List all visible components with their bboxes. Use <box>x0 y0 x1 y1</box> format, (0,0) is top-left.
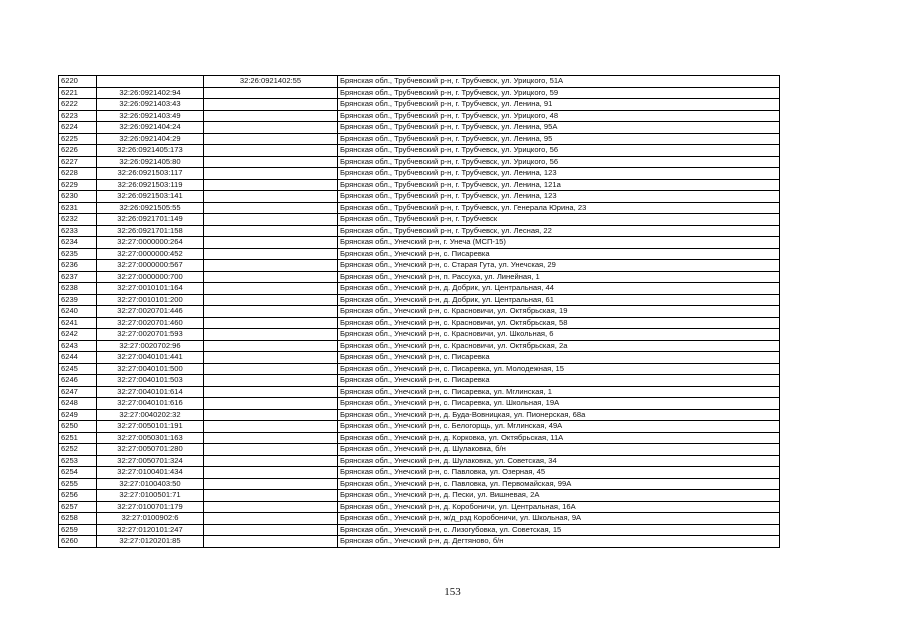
cadastral-number-alt-cell <box>204 225 338 237</box>
address-cell: Брянская обл., Унечский р-н, д. Буда-Вовницкая, ул. Пионерская, 68а <box>338 409 780 421</box>
cadastral-number-alt-cell <box>204 122 338 134</box>
cadastral-number-cell: 32:27:0050101:191 <box>97 421 204 433</box>
cadastral-number-alt-cell <box>204 271 338 283</box>
row-number-cell: 6259 <box>59 524 97 536</box>
row-number-cell: 6254 <box>59 467 97 479</box>
address-cell: Брянская обл., Трубчевский р-н, г. Трубчевск, ул. Урицкого, 56 <box>338 145 780 157</box>
table-row <box>59 271 780 283</box>
cadastral-number-cell: 32:26:0921403:43 <box>97 99 204 111</box>
row-number-cell: 6220 <box>59 76 97 88</box>
row-number-cell: 6237 <box>59 271 97 283</box>
address-cell: Брянская обл., Трубчевский р-н, г. Трубчевск, ул. Лесная, 22 <box>338 225 780 237</box>
cadastral-number-alt-cell <box>204 398 338 410</box>
address-cell: Брянская обл., Унечский р-н, с. Красновичи, ул. Октябрьская, 2а <box>338 340 780 352</box>
cadastral-number-cell: 32:27:0040101:441 <box>97 352 204 364</box>
cadastral-number-cell: 32:27:0100701:179 <box>97 501 204 513</box>
cadastral-number-cell: 32:27:0100902:6 <box>97 513 204 525</box>
table-row <box>59 225 780 237</box>
row-number-cell: 6240 <box>59 306 97 318</box>
cadastral-number-cell: 32:26:0921505:55 <box>97 202 204 214</box>
address-cell: Брянская обл., Унечский р-н, с. Писаревка, ул. Молодежная, 15 <box>338 363 780 375</box>
cadastral-number-cell <box>97 76 204 88</box>
address-cell: Брянская обл., Унечский р-н, д. Дегтяново, б/н <box>338 536 780 548</box>
address-cell: Брянская обл., Трубчевский р-н, г. Трубчевск <box>338 214 780 226</box>
address-cell: Брянская обл., Унечский р-н, с. Красновичи, ул. Школьная, 6 <box>338 329 780 341</box>
table-row <box>59 317 780 329</box>
address-cell: Брянская обл., Трубчевский р-н, г. Трубчевск, ул. Ленина, 123 <box>338 191 780 203</box>
cadastral-number-cell: 32:26:0921701:158 <box>97 225 204 237</box>
address-cell: Брянская обл., Трубчевский р-н, г. Трубчевск, ул. Урицкого, 48 <box>338 110 780 122</box>
row-number-cell: 6239 <box>59 294 97 306</box>
row-number-cell: 6257 <box>59 501 97 513</box>
table-row <box>59 352 780 364</box>
cadastral-number-alt-cell: 32:26:0921402:55 <box>204 76 338 88</box>
cadastral-number-alt-cell <box>204 375 338 387</box>
row-number-cell: 6233 <box>59 225 97 237</box>
cadastral-number-cell: 32:27:0020701:446 <box>97 306 204 318</box>
table-row <box>59 87 780 99</box>
table-row <box>59 536 780 548</box>
cadastral-number-cell: 32:27:0040101:500 <box>97 363 204 375</box>
address-cell: Брянская обл., Трубчевский р-н, г. Трубчевск, ул. Ленина, 91 <box>338 99 780 111</box>
row-number-cell: 6248 <box>59 398 97 410</box>
table-row <box>59 329 780 341</box>
cadastral-number-alt-cell <box>204 455 338 467</box>
address-cell: Брянская обл., Трубчевский р-н, г. Трубчевск, ул. Урицкого, 51А <box>338 76 780 88</box>
cadastral-number-cell: 32:26:0921404:29 <box>97 133 204 145</box>
cadastral-number-alt-cell <box>204 363 338 375</box>
row-number-cell: 6234 <box>59 237 97 249</box>
table-row <box>59 294 780 306</box>
row-number-cell: 6241 <box>59 317 97 329</box>
address-cell: Брянская обл., Унечский р-н, д. Пески, ул. Вишневая, 2А <box>338 490 780 502</box>
cadastral-number-cell: 32:26:0921503:119 <box>97 179 204 191</box>
table-row <box>59 145 780 157</box>
address-cell: Брянская обл., Трубчевский р-н, г. Трубчевск, ул. Ленина, 95А <box>338 122 780 134</box>
row-number-cell: 6250 <box>59 421 97 433</box>
row-number-cell: 6226 <box>59 145 97 157</box>
row-number-cell: 6221 <box>59 87 97 99</box>
cadastral-number-alt-cell <box>204 444 338 456</box>
cadastral-number-alt-cell <box>204 156 338 168</box>
cadastral-number-alt-cell <box>204 536 338 548</box>
cadastral-number-alt-cell <box>204 87 338 99</box>
address-cell: Брянская обл., Трубчевский р-н, г. Трубчевск, ул. Урицкого, 56 <box>338 156 780 168</box>
row-number-cell: 6255 <box>59 478 97 490</box>
cadastral-number-cell: 32:26:0921701:149 <box>97 214 204 226</box>
cadastral-number-cell: 32:26:0921405:173 <box>97 145 204 157</box>
row-number-cell: 6253 <box>59 455 97 467</box>
address-cell: Брянская обл., Унечский р-н, с. Павловка, ул. Первомайская, 99А <box>338 478 780 490</box>
row-number-cell: 6236 <box>59 260 97 272</box>
cadastral-number-cell: 32:26:0921503:141 <box>97 191 204 203</box>
cadastral-number-alt-cell <box>204 283 338 295</box>
cadastral-number-alt-cell <box>204 386 338 398</box>
cadastral-number-alt-cell <box>204 168 338 180</box>
address-cell: Брянская обл., Трубчевский р-н, г. Трубчевск, ул. Ленина, 95 <box>338 133 780 145</box>
cadastral-number-alt-cell <box>204 191 338 203</box>
address-cell: Брянская обл., Унечский р-н, с. Писаревка <box>338 352 780 364</box>
cadastral-number-cell: 32:27:0000000:264 <box>97 237 204 249</box>
table-row <box>59 179 780 191</box>
address-cell: Брянская обл., Трубчевский р-н, г. Трубчевск, ул. Ленина, 121а <box>338 179 780 191</box>
cadastral-number-cell: 32:27:0040101:503 <box>97 375 204 387</box>
address-cell: Брянская обл., Унечский р-н, д. Добрик, ул. Центральная, 44 <box>338 283 780 295</box>
cadastral-number-alt-cell <box>204 237 338 249</box>
table-row <box>59 156 780 168</box>
address-cell: Брянская обл., Унечский р-н, п. Рассуха, ул. Линейная, 1 <box>338 271 780 283</box>
row-number-cell: 6224 <box>59 122 97 134</box>
cadastral-number-alt-cell <box>204 202 338 214</box>
row-number-cell: 6251 <box>59 432 97 444</box>
table-row <box>59 191 780 203</box>
cadastral-number-alt-cell <box>204 524 338 536</box>
table-row <box>59 455 780 467</box>
row-number-cell: 6230 <box>59 191 97 203</box>
address-cell: Брянская обл., Унечский р-н, с. Белогорщь, ул. Мглинская, 49А <box>338 421 780 433</box>
row-number-cell: 6243 <box>59 340 97 352</box>
cadastral-number-cell: 32:27:0100501:71 <box>97 490 204 502</box>
cadastral-number-cell: 32:27:0050701:280 <box>97 444 204 456</box>
row-number-cell: 6232 <box>59 214 97 226</box>
table-row <box>59 260 780 272</box>
cadastral-number-alt-cell <box>204 214 338 226</box>
table-row <box>59 202 780 214</box>
cadastral-number-alt-cell <box>204 490 338 502</box>
address-cell: Брянская обл., Унечский р-н, г. Унеча (МСП-15) <box>338 237 780 249</box>
table-row <box>59 467 780 479</box>
address-cell: Брянская обл., Унечский р-н, с. Писаревка <box>338 375 780 387</box>
address-cell: Брянская обл., Унечский р-н, д. Шулаковка, ул. Советская, 34 <box>338 455 780 467</box>
cadastral-number-cell: 32:26:0921403:49 <box>97 110 204 122</box>
table-row <box>59 386 780 398</box>
table-row <box>59 409 780 421</box>
table-row <box>59 490 780 502</box>
cadastral-number-alt-cell <box>204 294 338 306</box>
address-cell: Брянская обл., Трубчевский р-н, г. Трубчевск, ул. Генерала Юрина, 23 <box>338 202 780 214</box>
table-row <box>59 524 780 536</box>
cadastral-number-cell: 32:26:0921402:94 <box>97 87 204 99</box>
row-number-cell: 6231 <box>59 202 97 214</box>
table-row <box>59 421 780 433</box>
row-number-cell: 6260 <box>59 536 97 548</box>
address-cell: Брянская обл., Унечский р-н, д. Корковка, ул. Октябрьская, 11А <box>338 432 780 444</box>
address-cell: Брянская обл., Унечский р-н, с. Лизогубовка, ул. Советская, 15 <box>338 524 780 536</box>
table-row <box>59 110 780 122</box>
table-row <box>59 168 780 180</box>
address-cell: Брянская обл., Унечский р-н, д. Шулаковка, б/н <box>338 444 780 456</box>
cadastral-number-alt-cell <box>204 145 338 157</box>
cadastral-number-alt-cell <box>204 352 338 364</box>
cadastral-number-cell: 32:27:0100403:50 <box>97 478 204 490</box>
row-number-cell: 6229 <box>59 179 97 191</box>
table-body <box>59 76 780 548</box>
cadastral-number-alt-cell <box>204 409 338 421</box>
address-cell: Брянская обл., Унечский р-н, ж/д_рзд Коробоничи, ул. Школьная, 9А <box>338 513 780 525</box>
address-cell: Брянская обл., Унечский р-н, с. Писаревка <box>338 248 780 260</box>
cadastral-number-cell: 32:26:0921503:117 <box>97 168 204 180</box>
table-row <box>59 363 780 375</box>
cadastral-number-cell: 32:27:0000000:700 <box>97 271 204 283</box>
row-number-cell: 6258 <box>59 513 97 525</box>
table-row <box>59 214 780 226</box>
row-number-cell: 6242 <box>59 329 97 341</box>
address-cell: Брянская обл., Трубчевский р-н, г. Трубчевск, ул. Ленина, 123 <box>338 168 780 180</box>
row-number-cell: 6227 <box>59 156 97 168</box>
row-number-cell: 6228 <box>59 168 97 180</box>
table-row <box>59 99 780 111</box>
table-row <box>59 306 780 318</box>
cadastral-number-cell: 32:26:0921405:80 <box>97 156 204 168</box>
row-number-cell: 6256 <box>59 490 97 502</box>
row-number-cell: 6244 <box>59 352 97 364</box>
address-cell: Брянская обл., Унечский р-н, с. Старая Гута, ул. Унечская, 29 <box>338 260 780 272</box>
address-cell: Брянская обл., Унечский р-н, с. Писаревка, ул. Мглинская, 1 <box>338 386 780 398</box>
row-number-cell: 6249 <box>59 409 97 421</box>
row-number-cell: 6222 <box>59 99 97 111</box>
cadastral-number-cell: 32:27:0020701:593 <box>97 329 204 341</box>
table-row <box>59 501 780 513</box>
table-row <box>59 432 780 444</box>
cadastral-number-cell: 32:26:0921404:24 <box>97 122 204 134</box>
cadastral-number-alt-cell <box>204 329 338 341</box>
cadastral-number-cell: 32:27:0120101:247 <box>97 524 204 536</box>
address-cell: Брянская обл., Унечский р-н, с. Красновичи, ул. Октябрьская, 19 <box>338 306 780 318</box>
cadastral-number-cell: 32:27:0020701:460 <box>97 317 204 329</box>
table-row <box>59 513 780 525</box>
cadastral-table <box>58 75 780 548</box>
cadastral-number-alt-cell <box>204 421 338 433</box>
cadastral-number-alt-cell <box>204 306 338 318</box>
row-number-cell: 6238 <box>59 283 97 295</box>
table-row <box>59 375 780 387</box>
table-row <box>59 398 780 410</box>
row-number-cell: 6235 <box>59 248 97 260</box>
cadastral-number-alt-cell <box>204 467 338 479</box>
table-row <box>59 248 780 260</box>
address-cell: Брянская обл., Унечский р-н, с. Павловка, ул. Озерная, 45 <box>338 467 780 479</box>
row-number-cell: 6247 <box>59 386 97 398</box>
table-row <box>59 283 780 295</box>
row-number-cell: 6245 <box>59 363 97 375</box>
cadastral-number-cell: 32:27:0040101:616 <box>97 398 204 410</box>
table-row <box>59 444 780 456</box>
cadastral-number-cell: 32:27:0100401:434 <box>97 467 204 479</box>
cadastral-number-alt-cell <box>204 133 338 145</box>
cadastral-number-alt-cell <box>204 513 338 525</box>
cadastral-number-alt-cell <box>204 260 338 272</box>
address-cell: Брянская обл., Унечский р-н, д. Добрик, ул. Центральная, 61 <box>338 294 780 306</box>
cadastral-number-cell: 32:27:0020702:96 <box>97 340 204 352</box>
row-number-cell: 6252 <box>59 444 97 456</box>
cadastral-number-alt-cell <box>204 501 338 513</box>
cadastral-number-alt-cell <box>204 99 338 111</box>
cadastral-number-alt-cell <box>204 110 338 122</box>
cadastral-number-cell: 32:27:0050301:163 <box>97 432 204 444</box>
table-row <box>59 133 780 145</box>
table-row <box>59 237 780 249</box>
cadastral-number-alt-cell <box>204 179 338 191</box>
row-number-cell: 6223 <box>59 110 97 122</box>
cadastral-number-cell: 32:27:0040101:614 <box>97 386 204 398</box>
cadastral-number-alt-cell <box>204 478 338 490</box>
cadastral-number-cell: 32:27:0000000:567 <box>97 260 204 272</box>
address-cell: Брянская обл., Трубчевский р-н, г. Трубчевск, ул. Урицкого, 59 <box>338 87 780 99</box>
cadastral-number-cell: 32:27:0040202:32 <box>97 409 204 421</box>
address-cell: Брянская обл., Унечский р-н, с. Красновичи, ул. Октябрьская, 58 <box>338 317 780 329</box>
address-cell: Брянская обл., Унечский р-н, д. Коробоничи, ул. Центральная, 16А <box>338 501 780 513</box>
cadastral-number-alt-cell <box>204 248 338 260</box>
cadastral-number-alt-cell <box>204 340 338 352</box>
table-row <box>59 340 780 352</box>
cadastral-number-cell: 32:27:0010101:164 <box>97 283 204 295</box>
table-row <box>59 122 780 134</box>
table-row <box>59 76 780 88</box>
row-number-cell: 6246 <box>59 375 97 387</box>
cadastral-number-alt-cell <box>204 432 338 444</box>
address-cell: Брянская обл., Унечский р-н, с. Писаревка, ул. Школьная, 19А <box>338 398 780 410</box>
row-number-cell: 6225 <box>59 133 97 145</box>
cadastral-number-alt-cell <box>204 317 338 329</box>
cadastral-number-cell: 32:27:0050701:324 <box>97 455 204 467</box>
table-row <box>59 478 780 490</box>
cadastral-number-cell: 32:27:0120201:85 <box>97 536 204 548</box>
cadastral-number-cell: 32:27:0000000:452 <box>97 248 204 260</box>
page-number: 153 <box>444 586 461 598</box>
cadastral-number-cell: 32:27:0010101:200 <box>97 294 204 306</box>
